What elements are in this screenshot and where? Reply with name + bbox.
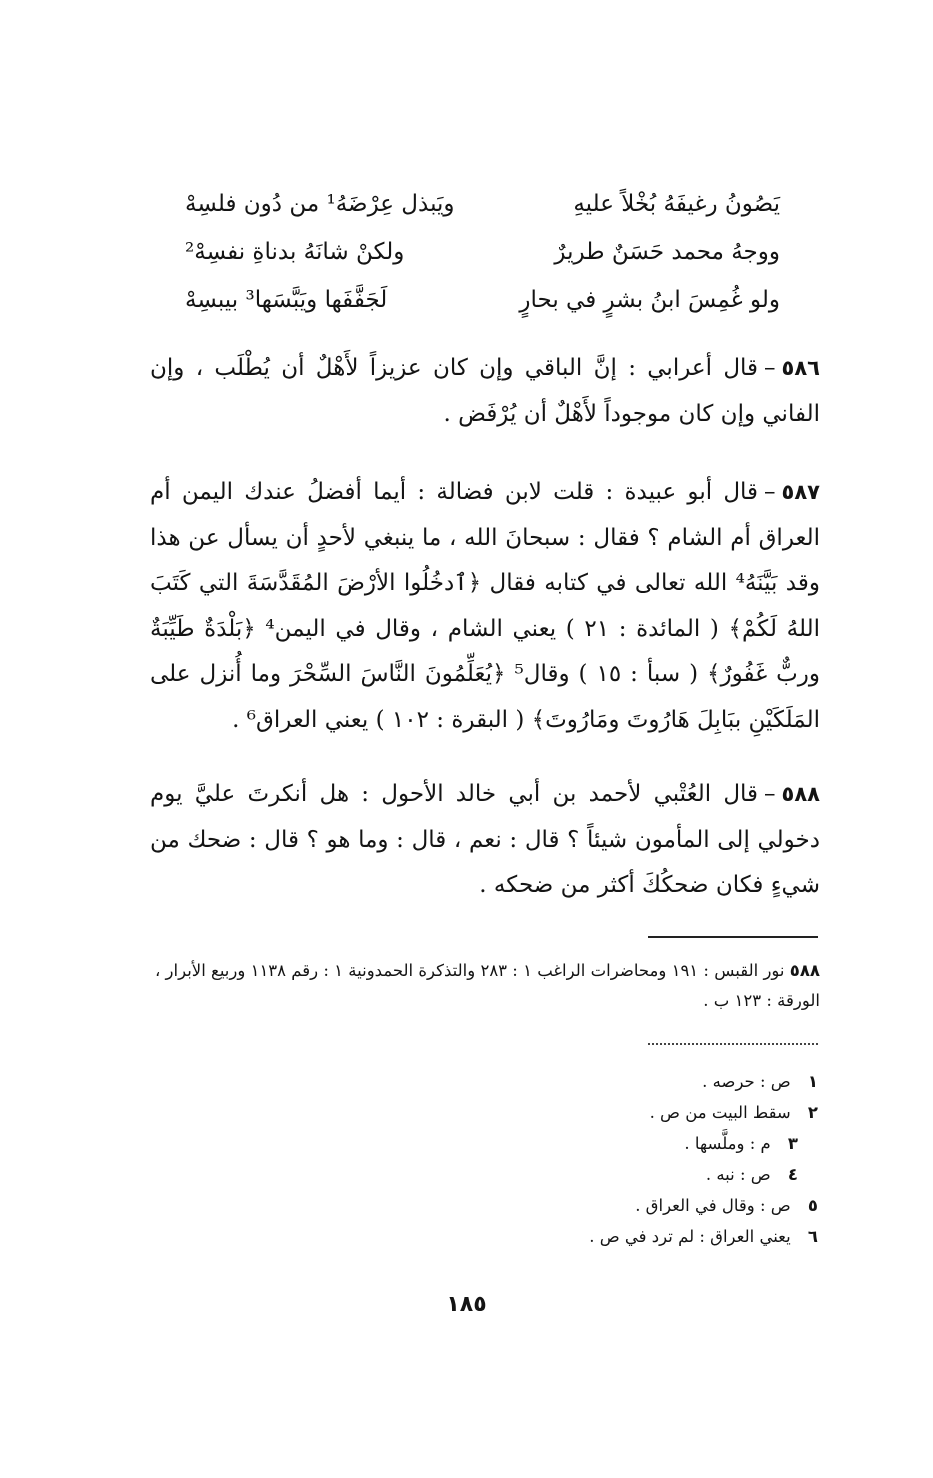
- verse-second-hemistich: ويَبذل عِرْضَهُ¹ من دُون فلسِهْ: [185, 191, 455, 217]
- source-note-number: ٥٨٨: [789, 961, 820, 980]
- entry-text: قال أعرابي : إنَّ الباقي وإن كان عزيزاً لأَهْلٌ أن يُطْلَب ، وإن الفاني وإن كان موجوداً لأَهْلٌ أن يُرْفَض .: [150, 355, 820, 427]
- poem: [185, 180, 780, 324]
- apparatus-notes: [400, 1066, 818, 1252]
- page-number: ١٨٥: [446, 1292, 487, 1317]
- note-number: ٦: [807, 1227, 818, 1246]
- dotted-separator: [648, 1043, 818, 1045]
- footnote-separator: [648, 936, 818, 938]
- entry-588: ٥٨٨–قال العُتْبي لأحمد بن أبي خالد الأحول : هل أنكرتَ عليَّ يوم دخولي إلى المأمون شيئاً ؟ قال : نعم ، قال : وما هو ؟ قال : ضحك من شيءٍ فكان ضحكُكَ أكثر من ضحكه .: [150, 781, 820, 898]
- verse-first-hemistich: ووجهُ محمد حَسَنٌ طريرٌ: [554, 239, 780, 265]
- note-number: ٢: [807, 1103, 818, 1122]
- note-text: ص : حرصه .: [702, 1072, 791, 1091]
- apparatus-note: [400, 1097, 818, 1128]
- verse-first-hemistich: ولو غُمِسَ ابنُ بشرٍ في بحارٍ: [519, 287, 780, 313]
- note-number: ٣: [787, 1134, 798, 1153]
- apparatus-note: [400, 1190, 818, 1221]
- note-text: يعني العراق : لم ترد في ص .: [589, 1227, 791, 1246]
- apparatus-note: [400, 1066, 818, 1097]
- note-text: ص : وقال في العراق .: [635, 1196, 791, 1215]
- note-number: ١: [807, 1072, 818, 1091]
- source-note-text: نور القبس : ١٩١ ومحاضرات الراغب ١ : ٢٨٣ والتذكرة الحمدونية ١ : رقم ١١٣٨ وربيع الأبرار ، الورقة : ١٢٣ ب .: [154, 961, 820, 1010]
- entry-number: ٥٨٦: [781, 356, 820, 380]
- apparatus-note: [400, 1221, 818, 1252]
- entry-586: ٥٨٦–قال أعرابي : إنَّ الباقي وإن كان عزيزاً لأَهْلٌ أن يُطْلَب ، وإن الفاني وإن كان موجوداً لأَهْلٌ أن يُرْفَض .: [150, 355, 820, 427]
- note-text: م : وملَّسها .: [684, 1134, 771, 1153]
- entry-number: ٥٨٧: [781, 480, 820, 504]
- apparatus-note: [400, 1159, 818, 1190]
- verse-second-hemistich: ولكنْ شانَهُ بدناةِ نفسِهْ²: [185, 239, 405, 265]
- entry-587: ٥٨٧–قال أبو عبيدة : قلت لابن فضالة : أيما أفضلُ عندك اليمن أم العراق أم الشام ؟ فقال : سبحانَ الله ، ما ينبغي لأحدٍ أن يسأل عن هذا وقد بَيَّنَهُ⁴ الله تعالى في كتابه فقال ﴿ٱدخُلُوا الأرْضَ المُقَدَّسَةَ التي كَتَبَ اللهُ لَكُمْ﴾ ( المائدة : ٢١ ) يعني الشام ، وقال في اليمن⁴ ﴿بَلْدَةٌ طَيِّبَةٌ وربٌّ غَفُورٌ﴾ ( سبأ : ١٥ ) وقال⁵ ﴿يُعَلِّمُونَ النَّاسَ السِّحْرَ وما أُنزل على المَلَكَيْنِ ببَابِلَ هَارُوتَ ومَارُوتَ﴾ ( البقرة : ١٠٢ ) يعني العراق⁶ .: [150, 479, 820, 733]
- note-text: سقط البيت من ص .: [649, 1103, 791, 1122]
- poem-verse: [185, 276, 780, 324]
- poem-verse: [185, 180, 780, 228]
- apparatus-note: [400, 1128, 818, 1159]
- note-text: ص : نبه .: [705, 1165, 771, 1184]
- verse-second-hemistich: لَجَفَّفَها ويَبَّسَها³ بيبسِهْ: [185, 287, 388, 313]
- note-number: ٤: [787, 1165, 798, 1184]
- source-note: [150, 956, 820, 1016]
- poem-verse: [185, 228, 780, 276]
- verse-first-hemistich: يَصُونُ رغيفَهُ بُخْلاً عليهِ: [573, 191, 780, 217]
- entry-text: قال أبو عبيدة : قلت لابن فضالة : أيما أفضلُ عندك اليمن أم العراق أم الشام ؟ فقال : سبحانَ الله ، ما ينبغي لأحدٍ أن يسأل عن هذا وقد بَيَّنَهُ⁴ الله تعالى في كتابه فقال ﴿ٱدخُلُوا الأرْضَ المُقَدَّسَةَ التي كَتَبَ اللهُ لَكُمْ﴾ ( المائدة : ٢١ ) يعني الشام ، وقال في اليمن⁴ ﴿بَلْدَةٌ طَيِّبَةٌ وربٌّ غَفُورٌ﴾ ( سبأ : ١٥ ) وقال⁵ ﴿يُعَلِّمُونَ النَّاسَ السِّحْرَ وما أُنزل على المَلَكَيْنِ ببَابِلَ هَارُوتَ ومَارُوتَ﴾ ( البقرة : ١٠٢ ) يعني العراق⁶ .: [150, 479, 820, 733]
- entry-number: ٥٨٨: [781, 782, 820, 806]
- note-number: ٥: [807, 1196, 818, 1215]
- entry-text: قال العُتْبي لأحمد بن أبي خالد الأحول : هل أنكرتَ عليَّ يوم دخولي إلى المأمون شيئاً ؟ قال : نعم ، قال : وما هو ؟ قال : ضحك من شيءٍ فكان ضحكُكَ أكثر من ضحكه .: [150, 781, 820, 898]
